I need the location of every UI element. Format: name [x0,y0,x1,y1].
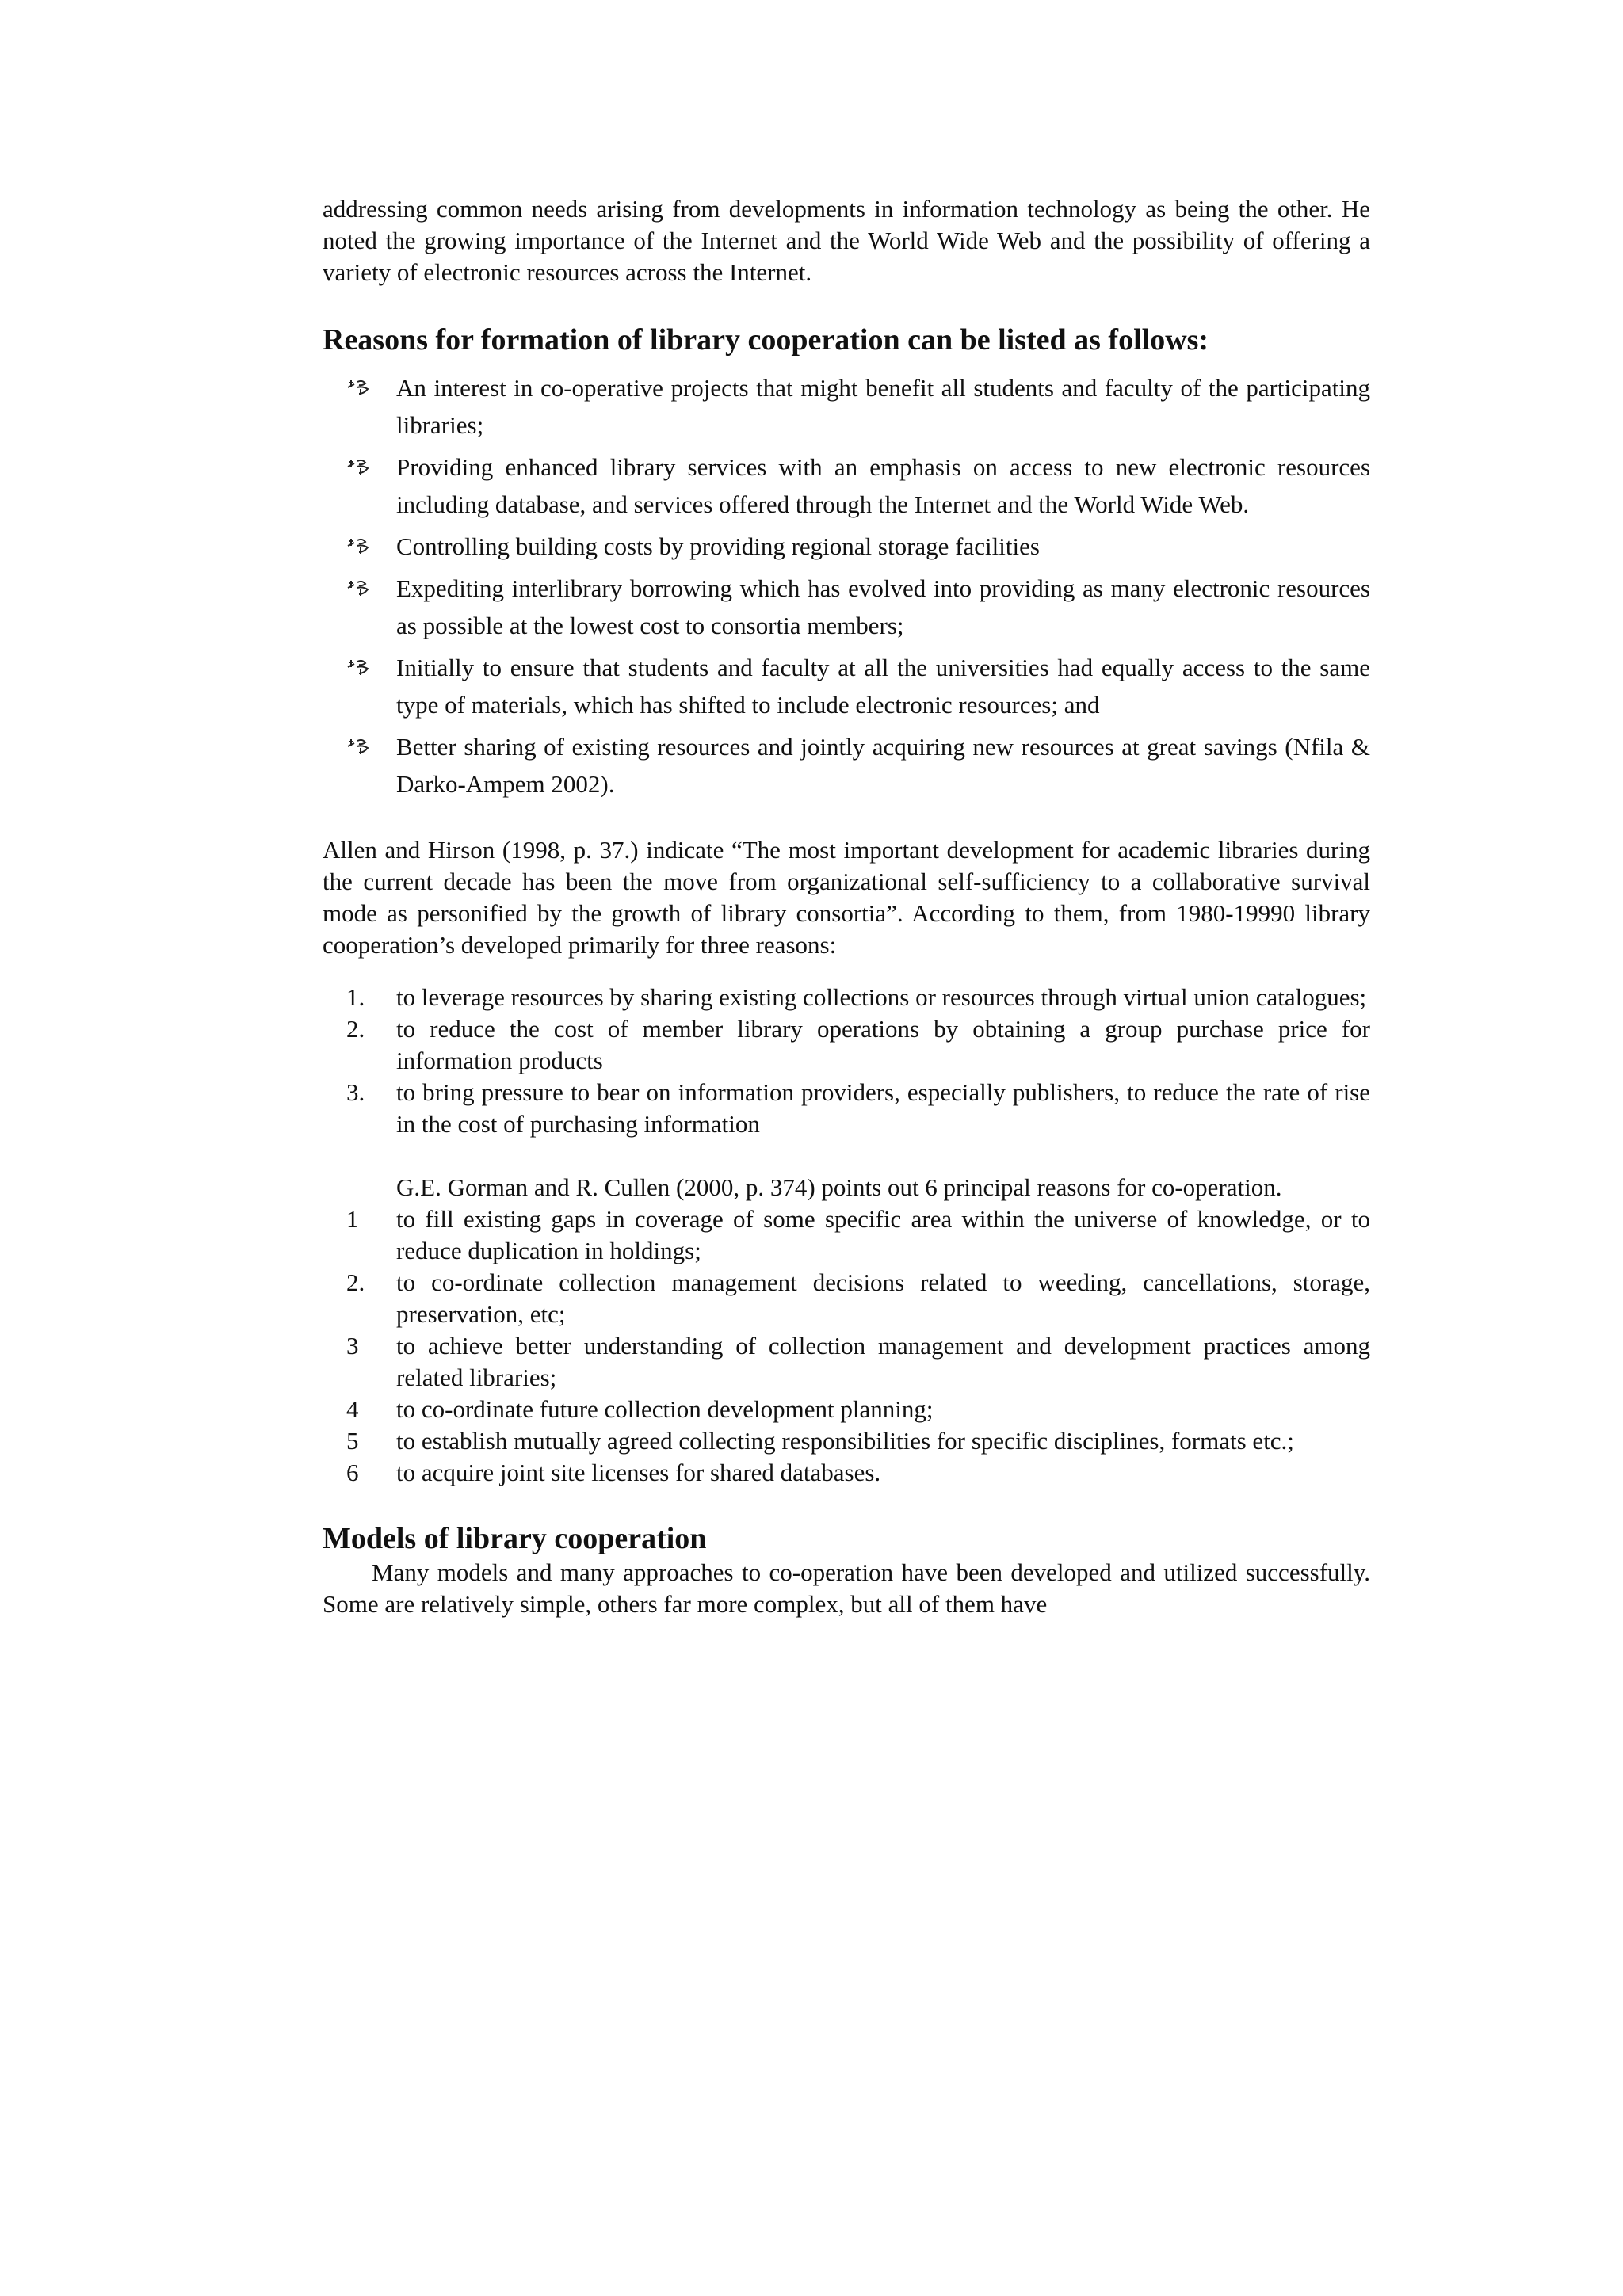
list-item [323,1203,1370,1267]
ornament-bullet-icon [346,528,370,565]
reason-text: An interest in co-operative projects that might benefit all students and faculty of the participating libraries; [396,374,1370,439]
document-page [323,193,1370,1620]
list-item [323,1267,1370,1330]
ornament-bullet-icon [346,728,370,765]
models-paragraph: Many models and many approaches to co-operation have been developed and utilized successfully. Some are relatively simple, others far more complex, but all of them have [323,1558,1370,1618]
list-number: 2. [346,1268,365,1296]
list-item [323,1077,1370,1140]
three-reasons-list [323,982,1370,1140]
reasons-heading: Reasons for formation of library cooperation can be listed as follows: [323,323,1209,357]
list-text: to leverage resources by sharing existing collections or resources through virtual union catalogues; [396,983,1367,1011]
list-number: 1 [346,1205,359,1233]
list-item [323,728,1370,803]
ornament-bullet-icon [346,448,370,486]
list-text: to co-ordinate future collection development planning; [396,1395,934,1423]
list-number: 4 [346,1395,359,1423]
list-item [323,369,1370,444]
list-number: 2. [346,1015,365,1043]
list-item [323,649,1370,723]
reason-text: Controlling building costs by providing regional storage facilities [396,532,1040,560]
list-text: to achieve better understanding of collection management and development practices among related libraries; [396,1332,1370,1391]
ornament-bullet-icon [346,649,370,686]
reason-text: Providing enhanced library services with an emphasis on access to new electronic resources including database, and services offered through the Internet and the World Wide Web. [396,453,1370,518]
list-number: 6 [346,1459,359,1486]
list-item [323,982,1370,1013]
intro-paragraph: addressing common needs arising from developments in information technology as being the other. He noted the growing importance of the Internet and the World Wide Web and the possibility of offering a variety of electronic resources across the Internet. [323,195,1370,286]
list-number: 3. [346,1078,365,1106]
gorman-paragraph: G.E. Gorman and R. Cullen (2000, p. 374) points out 6 principal reasons for co-operation. [396,1173,1282,1201]
list-item [323,528,1370,565]
ornament-bullet-icon [346,570,370,607]
list-text: to acquire joint site licenses for shared databases. [396,1459,881,1486]
list-text: to fill existing gaps in coverage of some specific area within the universe of knowledge, or to reduce duplication in holdings; [396,1205,1370,1264]
list-text: to reduce the cost of member library operations by obtaining a group purchase price for information products [396,1015,1370,1074]
six-reasons-list [323,1203,1370,1489]
list-item [323,1394,1370,1425]
allen-paragraph: Allen and Hirson (1998, p. 37.) indicate “The most important development for academic libraries during the current decade has been the move from organizational self-sufficiency to a collaborative survival mode as personified by the growth of library consortia”. According to them, from 1980-19990 library cooperation’s developed primarily for three reasons: [323,836,1370,959]
reason-text: Expediting interlibrary borrowing which has evolved into providing as many electronic resources as possible at the lowest cost to consortia members; [396,574,1370,639]
list-item [323,448,1370,523]
list-item [323,1013,1370,1077]
list-text: to establish mutually agreed collecting responsibilities for specific disciplines, formats etc.; [396,1427,1294,1455]
list-item [323,1457,1370,1489]
ornament-bullet-icon [346,369,370,406]
reason-text: Better sharing of existing resources and jointly acquiring new resources at great savings (Nfila & Darko-Ampem 2002). [396,733,1370,798]
list-item [323,570,1370,644]
reasons-list [323,369,1370,803]
list-number: 3 [346,1332,359,1360]
list-number: 5 [346,1427,359,1455]
list-number: 1. [346,983,365,1011]
list-text: to bring pressure to bear on information providers, especially publishers, to reduce the rate of rise in the cost of purchasing information [396,1078,1370,1138]
models-heading: Models of library cooperation [323,1522,707,1555]
reason-text: Initially to ensure that students and faculty at all the universities had equally access to the same type of materials, which has shifted to include electronic resources; and [396,654,1370,719]
list-item [323,1425,1370,1457]
list-text: to co-ordinate collection management decisions related to weeding, cancellations, storage, preservation, etc; [396,1268,1370,1328]
list-item [323,1330,1370,1394]
